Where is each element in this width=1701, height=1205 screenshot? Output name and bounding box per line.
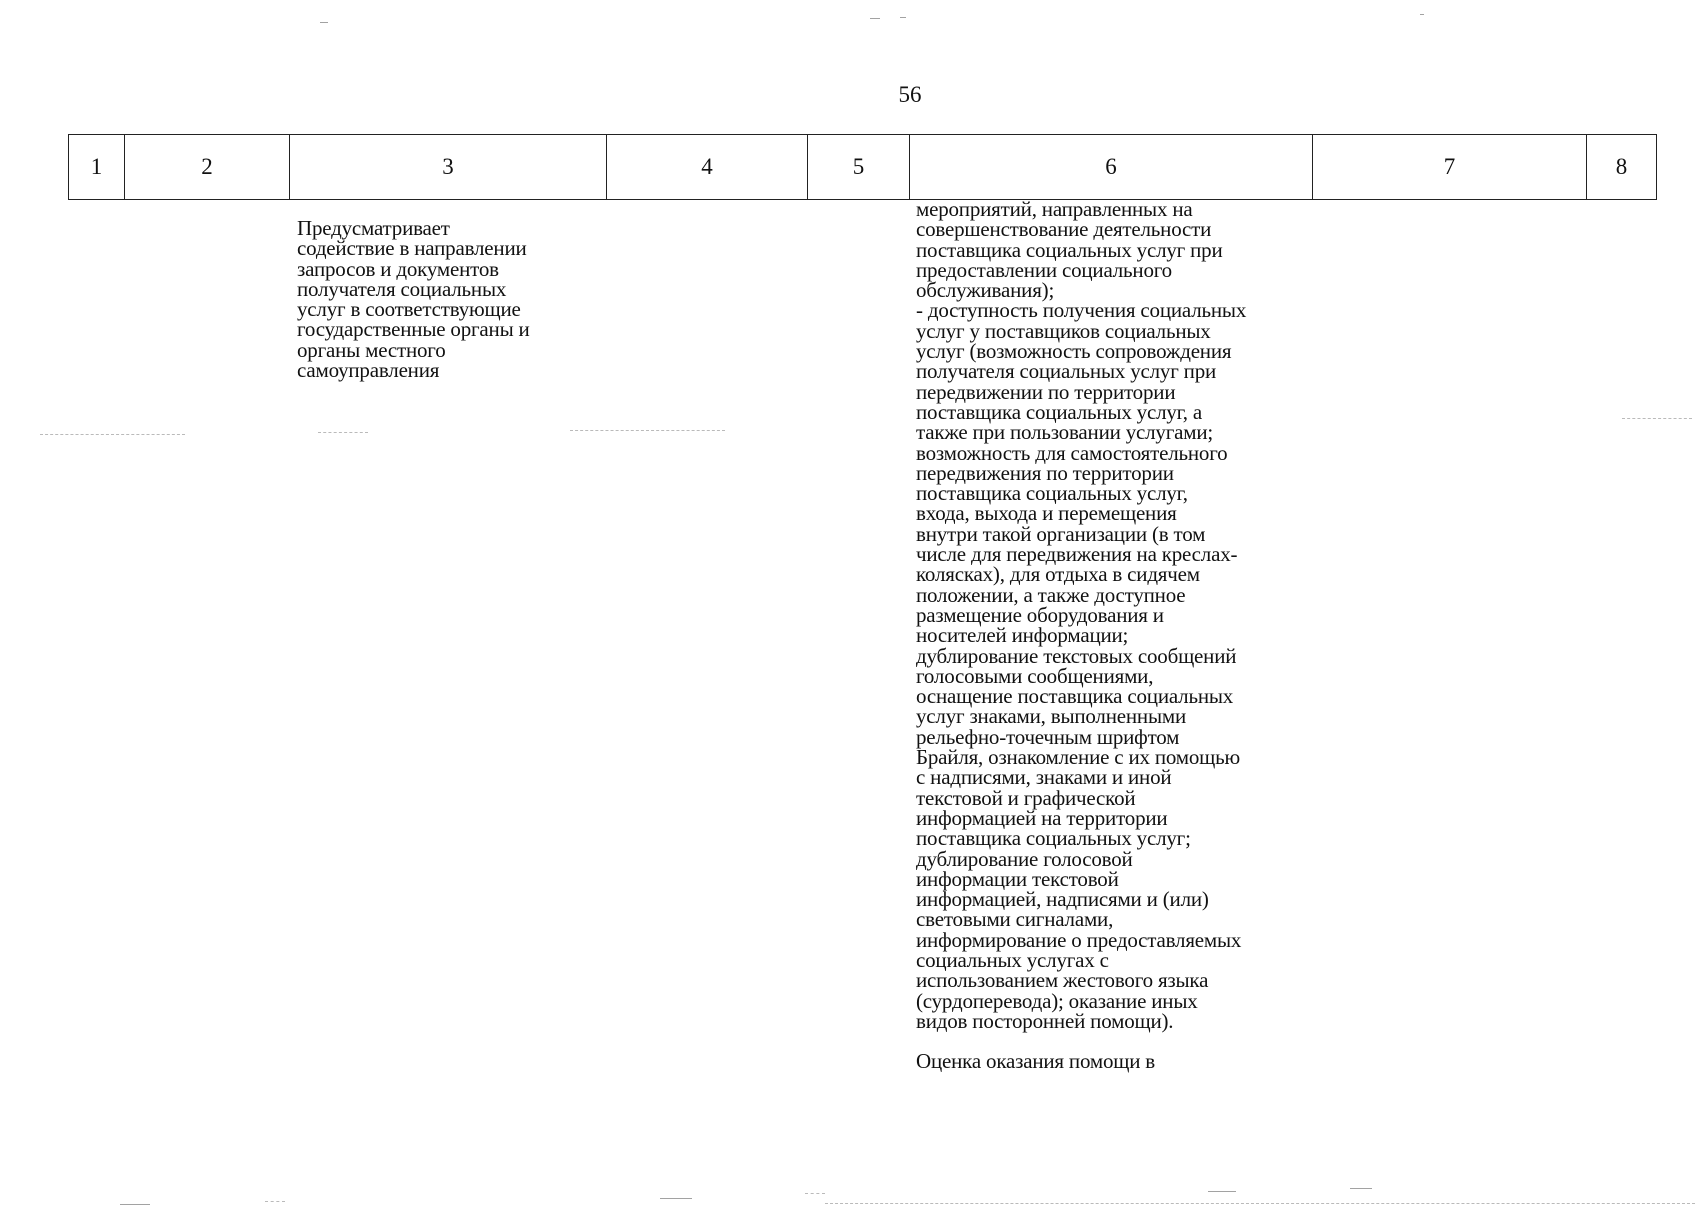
text-line: обслуживания); [916,278,1055,303]
text-line: услуг у поставщиков социальных [916,318,1211,343]
scan-artifact [870,18,880,19]
text-line: рельефно-точечным шрифтом [916,724,1180,749]
text-line: дублирование голосовой [916,846,1133,871]
scan-artifact [265,1201,285,1202]
text-line: получателя социальных [297,276,507,301]
text-line: Брайля, ознакомление с их помощью [916,745,1241,770]
text-line: предоставлении социального [916,257,1172,282]
text-line: текстовой и графической [916,785,1136,810]
scan-artifact [40,434,185,435]
text-line: колясках), для отдыха в сидячем [916,562,1200,587]
text-line: положении, а также доступное [916,582,1186,607]
text-line: поставщика социальных услуг, а [916,399,1202,424]
text-line: содействие в направлении [297,236,527,261]
text-line: носителей информации; [916,623,1129,648]
scan-artifact [570,430,725,431]
text-line: числе для передвижения на креслах- [916,542,1238,567]
text-line: голосовыми сообщениями, [916,663,1154,688]
text-line: поставщика социальных услуг при [916,237,1223,262]
column-header-7: 7 [1313,135,1587,200]
column-number-header [68,134,1657,200]
scan-artifact [1420,14,1424,15]
text-line: Оценка оказания помощи в [916,1049,1156,1074]
text-line: совершенствование деятельности [916,217,1212,242]
text-line: государственные органы и [297,317,530,342]
text-line: информации текстовой [916,866,1119,891]
text-line: поставщика социальных услуг; [916,826,1191,851]
text-line: органы местного [297,337,446,362]
scan-artifact [900,17,906,18]
text-line: - доступность получения социальных [916,298,1247,323]
column-header-4: 4 [607,135,808,200]
text-line: (сурдоперевода); оказание иных [916,988,1198,1013]
text-line: входа, выхода и перемещения [916,501,1177,526]
text-line: услуг знаками, выполненными [916,704,1186,729]
text-line: возможность для самостоятельного [916,440,1228,465]
column-6-quality-indicators [916,197,1316,1074]
text-line: видов посторонней помощи). [916,1008,1174,1033]
text-line: также при пользовании услугами; [916,420,1213,445]
text-line: размещение оборудования и [916,602,1164,627]
scan-artifact [1350,1188,1372,1189]
scan-artifact [805,1193,825,1194]
column-header-1: 1 [69,135,125,200]
scan-artifact [1208,1191,1236,1192]
text-line: внутри такой организации (в том [916,521,1206,546]
scan-artifact [1622,418,1692,419]
text-line: Предусматривает [297,216,450,240]
text-line: запросов и документов [297,256,499,281]
scan-artifact [825,1203,1695,1204]
column-3-service-description [297,216,597,383]
text-line: услуг (возможность сопровождения [916,339,1232,364]
text-line: информирование о предоставляемых [916,927,1242,952]
text-line: передвижении по территории [916,379,1176,404]
column-header-8: 8 [1587,135,1657,200]
scan-artifact [318,432,368,433]
text-line: услуг в соответствующие [297,297,521,322]
text-line: социальных услугах с [916,947,1109,972]
text-line: оснащение поставщика социальных [916,684,1234,709]
scan-artifact [320,22,328,23]
text-line: с надписями, знаками и иной [916,765,1172,790]
text-line: использованием жестового языка [916,968,1209,993]
text-line: мероприятий, направленных на [916,197,1193,221]
scan-artifact [660,1198,692,1199]
column-header-5: 5 [808,135,910,200]
text-line: дублирование текстовых сообщений [916,643,1237,668]
text-line: самоуправления [297,358,440,383]
text-line: информацией на территории [916,805,1168,830]
text-line: световыми сигналами, [916,907,1114,932]
text-line: информацией, надписями и (или) [916,887,1209,912]
text-line: передвижения по территории [916,460,1174,485]
column-header-2: 2 [125,135,290,200]
column-header-3: 3 [290,135,607,200]
text-line: поставщика социальных услуг, [916,481,1188,506]
column-header-6: 6 [910,135,1313,200]
page-number: 56 [898,82,922,107]
text-line: получателя социальных услуг при [916,359,1217,384]
paragraph-gap [916,1031,1316,1051]
